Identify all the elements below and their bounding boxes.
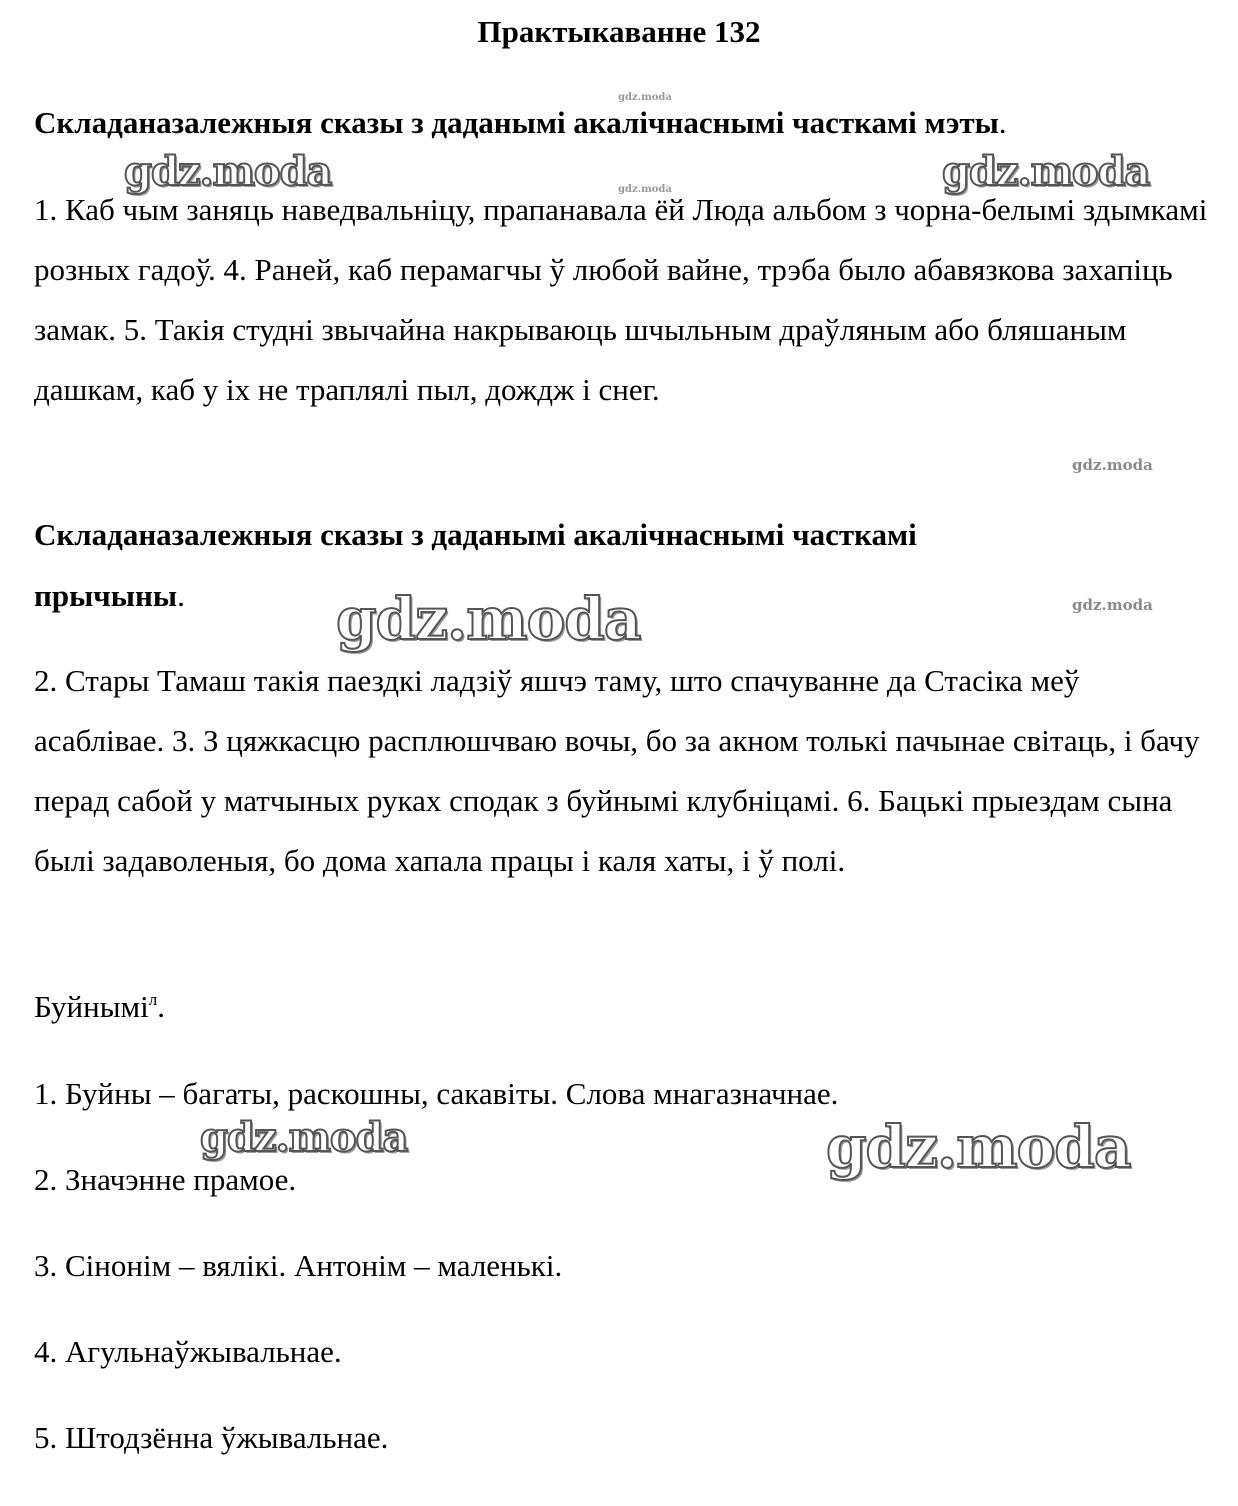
word-analysis-title	[34, 987, 1214, 1027]
heading-purpose-period: .	[998, 105, 1007, 140]
analyzed-word-period: .	[157, 989, 166, 1024]
watermark-small: gdz.moda	[1072, 456, 1153, 474]
analysis-item: 2. Значэнне прамое.	[34, 1162, 297, 1197]
analysis-item: 1. Буйны – багаты, раскошны, сакавіты. Слова мнагазначнае.	[34, 1076, 839, 1111]
watermark-logo: gdz.moda	[942, 148, 1150, 195]
analysis-item: 5. Штодзённа ўжывальнае.	[34, 1420, 389, 1455]
heading-cause-text: прычыны	[34, 578, 178, 613]
watermark-tiny: gdz.moda	[618, 184, 672, 195]
analysis-item: 4. Агульнаўжывальнае.	[34, 1334, 342, 1369]
lexical-mark: л	[148, 990, 158, 1009]
heading-cause-clauses-line1: Складаназалежныя сказы з даданымі акалічнаснымі часткамі	[34, 517, 917, 552]
page-title: Практыкаванне 132	[477, 14, 761, 49]
heading-purpose-text: Складаназалежныя сказы з даданымі акалічнаснымі часткамі мэты	[34, 105, 999, 140]
watermark-logo: gdz.moda	[826, 1113, 1131, 1181]
heading-cause-period: .	[177, 578, 185, 613]
watermark-small: gdz.moda	[1072, 596, 1153, 614]
watermark-logo: gdz.moda	[336, 585, 641, 653]
watermark-logo: gdz.moda	[124, 148, 332, 195]
watermark-tiny: gdz.moda	[618, 92, 672, 103]
cause-sentences: 2. Стары Тамаш такія паездкі ладзіў яшчэ таму, што спачуванне да Стасіка меў асаблівае. 3. З цяжкасцю расплюшчваю вочы, бо за акном толькі пачынае світаць, і бачу перад сабой у матчыных руках сподак з буйнымі клубніцамі. 6. Бацькі прыездам сына былі задаволеныя, бо дома хапала працы і каля хаты, і ў полі.	[34, 663, 1200, 878]
analysis-item: 3. Сінонім – вялікі. Антонім – маленькі.	[34, 1248, 563, 1283]
analyzed-word: Буйнымі	[34, 989, 149, 1024]
purpose-sentences: 1. Каб чым заняць наведвальніцу, прапанавала ёй Люда альбом з чорна-белымі здымкамі розных гадоў. 4. Раней, каб перамагчы ў любой вайне, трэба было абавязкова захапіць замак. 5. Такія студні звычайна накрываюць шчыльным драўляным або бляшаным дашкам, каб у іх не траплялі пыл, дождж і снег.	[34, 192, 1208, 407]
watermark-logo: gdz.moda	[200, 1114, 408, 1161]
